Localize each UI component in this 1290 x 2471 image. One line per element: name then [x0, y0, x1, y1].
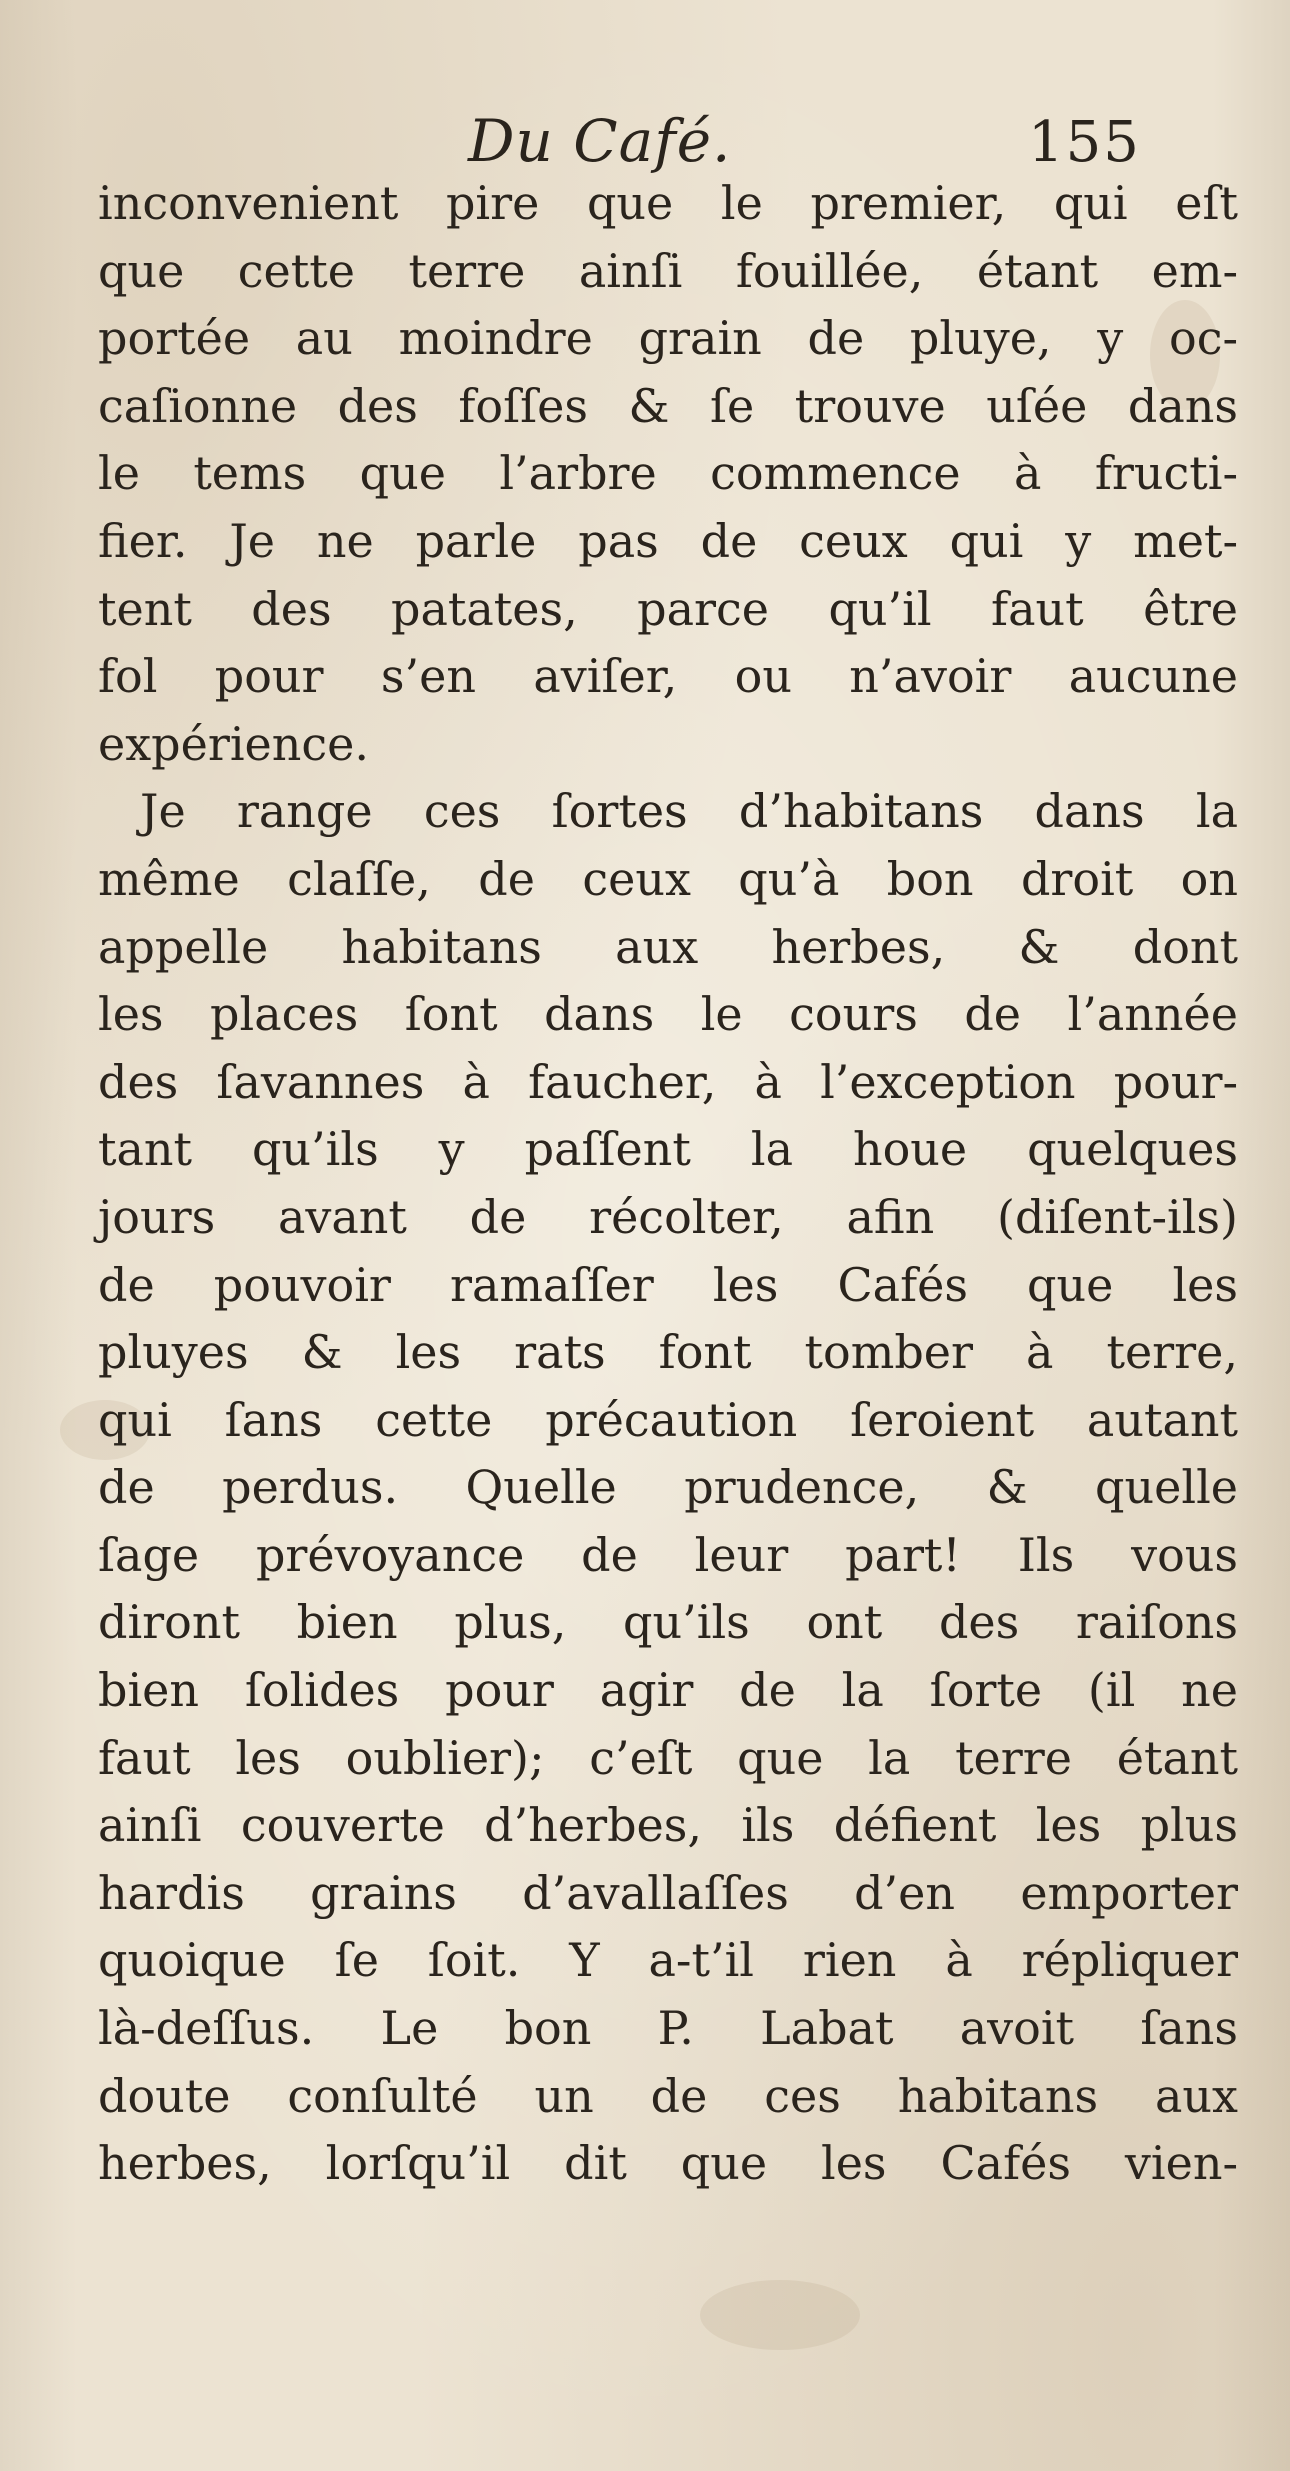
text-line: hardis grains d’avallaſſes d’en emporter — [98, 1865, 1238, 1920]
text-line: bien ſolides pour agir de la ſorte (il ne — [98, 1663, 1238, 1718]
page-header — [0, 106, 1290, 176]
text-line: pluyes & les rats font tomber à terre, — [98, 1325, 1238, 1380]
text-line: tant qu’ils y paſſent la houe quelques — [98, 1122, 1238, 1177]
text-line: que cette terre ainſi fouillée, étant em- — [98, 243, 1238, 298]
text-line: caſionne des foſſes & ſe trouve uſée dans — [98, 378, 1238, 433]
text-line: inconvenient pire que le premier, qui eſt — [98, 176, 1238, 230]
text-line: doute conſulté un de ces habitans aux — [98, 2068, 1238, 2123]
text-line: tent des patates, parce qu’il faut être — [98, 581, 1238, 636]
page-number: 155 — [1028, 110, 1141, 175]
text-line: qui ſans cette précaution ſeroient autant — [98, 1392, 1238, 1447]
text-line: de perdus. Quelle prudence, & quelle — [98, 1460, 1238, 1515]
text-line: des ſavannes à faucher, à l’exception pour- — [98, 1054, 1238, 1109]
text-line: le tems que l’arbre commence à fructi- — [98, 446, 1238, 501]
text-line: appelle habitans aux herbes, & dont — [98, 919, 1238, 974]
text-line: ſage prévoyance de leur part! Ils vous — [98, 1527, 1238, 1582]
text-line: diront bien plus, qu’ils ont des raiſons — [98, 1595, 1238, 1650]
body-text — [98, 170, 1238, 2198]
text-line: herbes, lorſqu’il dit que les Cafés vien- — [98, 2136, 1238, 2191]
text-line: même claſſe, de ceux qu’à bon droit on — [98, 851, 1238, 906]
text-line: là-deſſus. Le bon P. Labat avoit ſans — [98, 2001, 1238, 2056]
text-line: les places ſont dans le cours de l’année — [98, 987, 1238, 1042]
text-line: faut les oublier); c’eſt que la terre étant — [98, 1730, 1238, 1785]
text-line: de pouvoir ramaſſer les Cafés que les — [98, 1257, 1238, 1312]
text-line: fier. Je ne parle pas de ceux qui y met- — [98, 513, 1238, 568]
paper-stain — [700, 2280, 860, 2350]
running-title: Du Café. — [468, 107, 732, 175]
text-line: expérience. — [98, 716, 369, 771]
text-line: ainſi couverte d’herbes, ils défient les plus — [98, 1798, 1238, 1853]
text-line: fol pour s’en aviſer, ou n’avoir aucune — [98, 649, 1238, 704]
text-line: portée au moindre grain de pluye, y oc- — [98, 311, 1238, 366]
text-line: Je range ces ſortes d’habitans dans la — [140, 784, 1238, 839]
text-line: quoique ſe ſoit. Y a-t’il rien à répliquer — [98, 1933, 1238, 1988]
text-line: jours avant de récolter, afin (diſent-ils) — [98, 1189, 1238, 1244]
